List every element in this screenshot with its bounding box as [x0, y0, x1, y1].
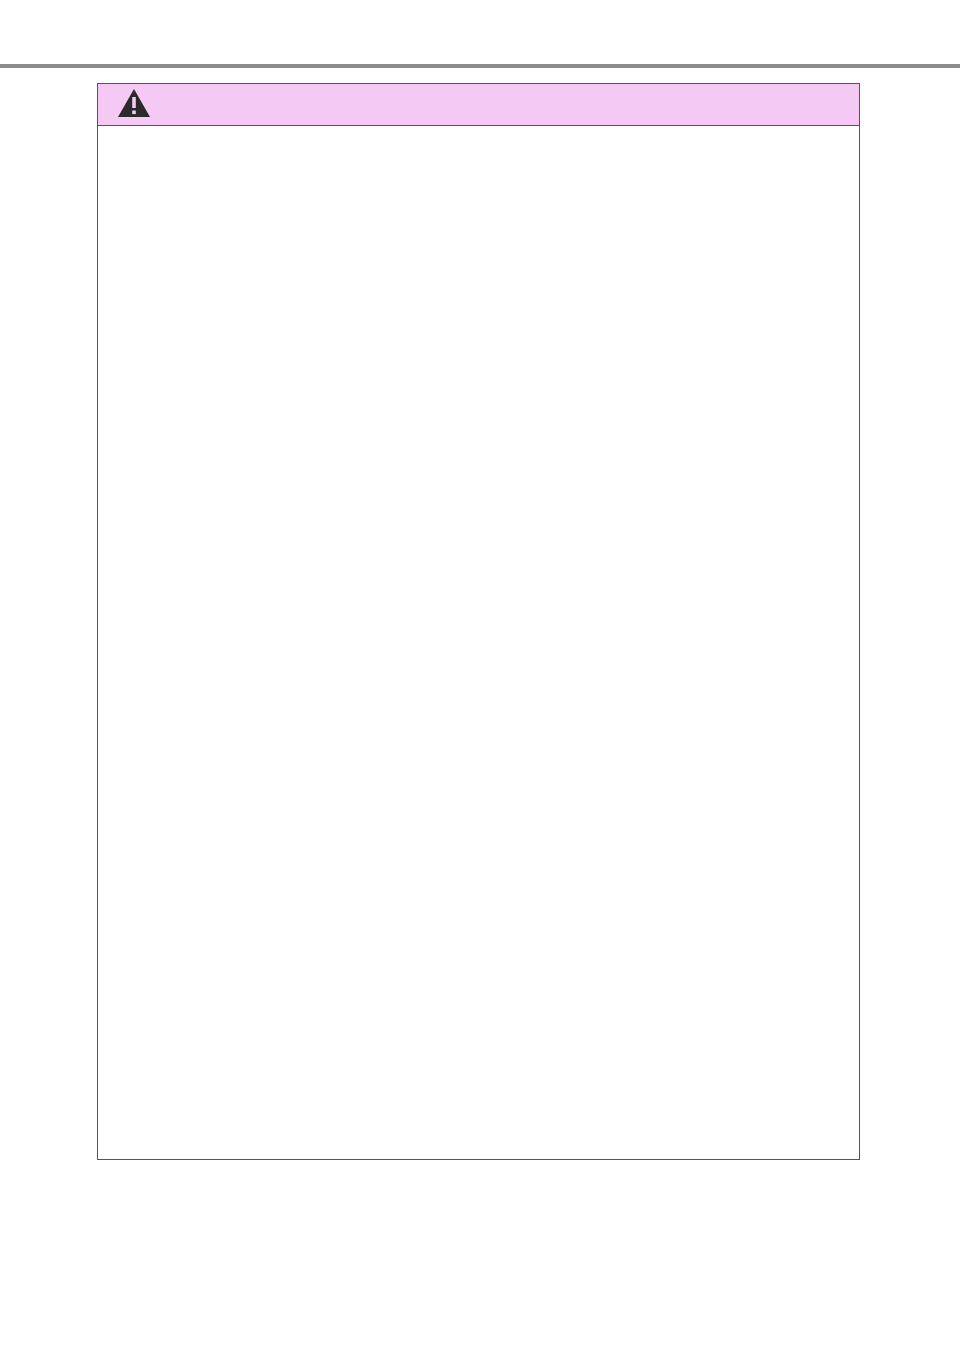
warning-triangle-icon [117, 87, 151, 119]
header-divider [0, 64, 960, 68]
warning-header [98, 84, 859, 126]
warning-box [97, 83, 860, 1160]
